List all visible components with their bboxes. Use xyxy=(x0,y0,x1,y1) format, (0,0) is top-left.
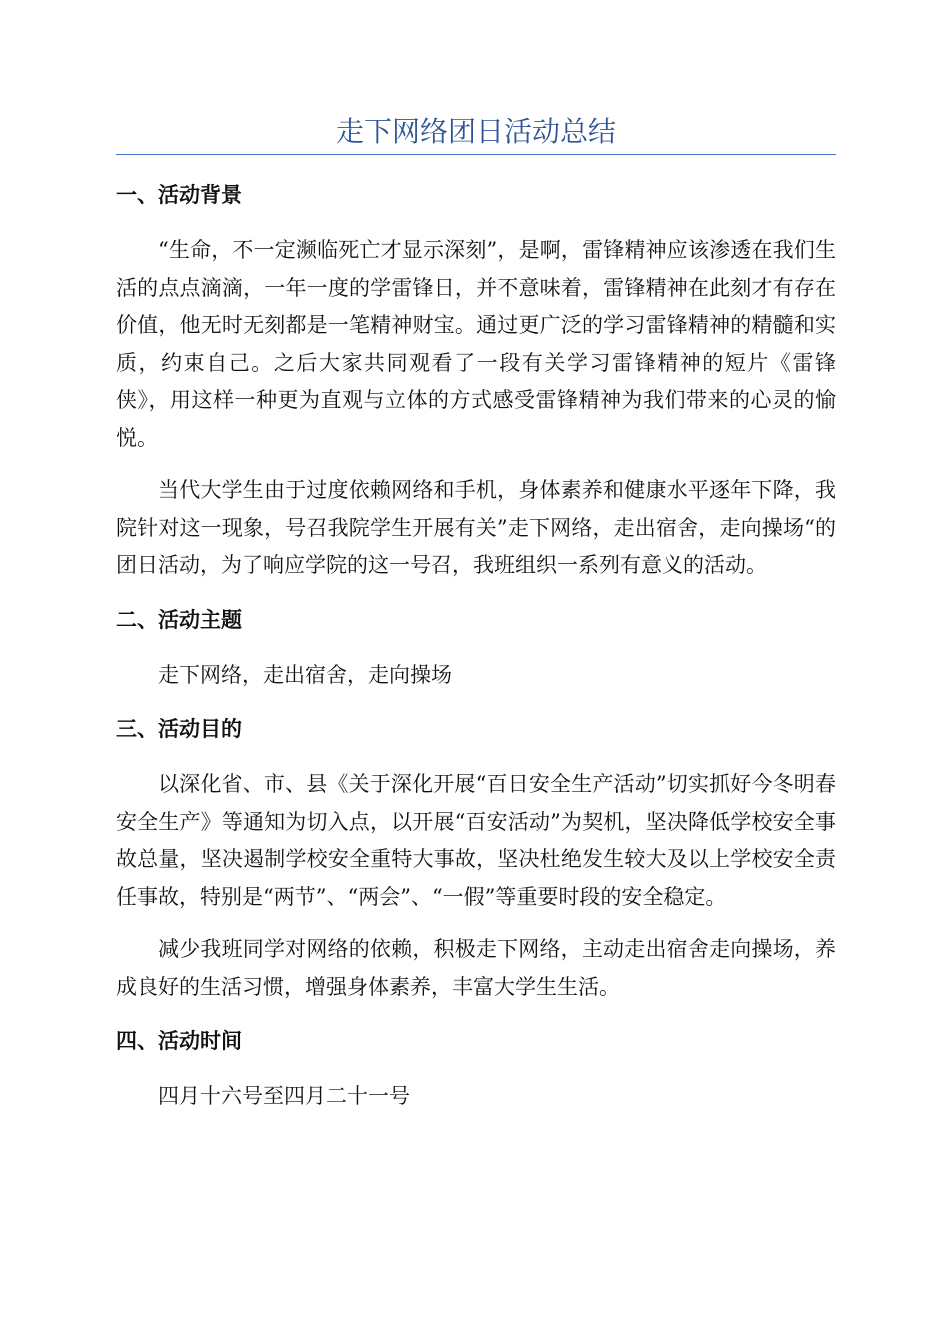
paragraph: 四月十六号至四月二十一号 xyxy=(158,1084,410,1108)
section-heading: 一、活动背景 xyxy=(116,183,242,207)
document-title: 走下网络团日活动总结 xyxy=(335,115,616,148)
section-theme xyxy=(116,603,836,695)
paragraph: 当代大学生由于过度依赖网络和手机，身体素养和健康水平逐年下降，我院针对这一现象，号召我院学生开展有关”走下网络，走出宿舍，走向操场“的团日活动，为了响应学院的这一号召，我班组织一系列有意义的活动。 xyxy=(116,478,836,577)
section-heading: 三、活动目的 xyxy=(116,717,242,741)
section-purpose xyxy=(116,712,836,1006)
section-background xyxy=(116,178,836,585)
section-time xyxy=(116,1024,836,1116)
paragraph: 减少我班同学对网络的依赖，积极走下网络，主动走出宿舍走向操场，养成良好的生活习惯，增强身体素养，丰富大学生生活。 xyxy=(116,937,836,999)
section-heading: 四、活动时间 xyxy=(116,1029,242,1053)
section-heading: 二、活动主题 xyxy=(116,607,242,632)
title-underline xyxy=(116,154,836,155)
paragraph: “生命，不一定濒临死亡才显示深刻”，是啊，雷锋精神应该渗透在我们生活的点点滴滴，一年一度的学雷锋日，并不意味着，雷锋精神在此刻才有存在价值，他无时无刻都是一笔精神财宝。通过更广泛的学习雷锋精神的精髓和实质，约束自己。之后大家共同观看了一段有关学习雷锋精神的短片《雷锋侠》，用这样一种更为直观与立体的方式感受雷锋精神为我们带来的心灵的愉悦。 xyxy=(116,238,836,450)
paragraph: 以深化省、市、县《关于深化开展“百日安全生产活动”切实抓好今冬明春安全生产》等通知为切入点，以开展“百安活动”为契机，坚决降低学校安全事故总量，坚决遏制学校安全重特大事故，坚决杜绝发生较大及以上学校安全责任事故，特别是“两节”、“两会”、“一假”等重要时段的安全稳定。 xyxy=(116,772,836,909)
paragraph: 走下网络，走出宿舍，走向操场 xyxy=(158,662,452,687)
document-body xyxy=(116,178,836,1116)
